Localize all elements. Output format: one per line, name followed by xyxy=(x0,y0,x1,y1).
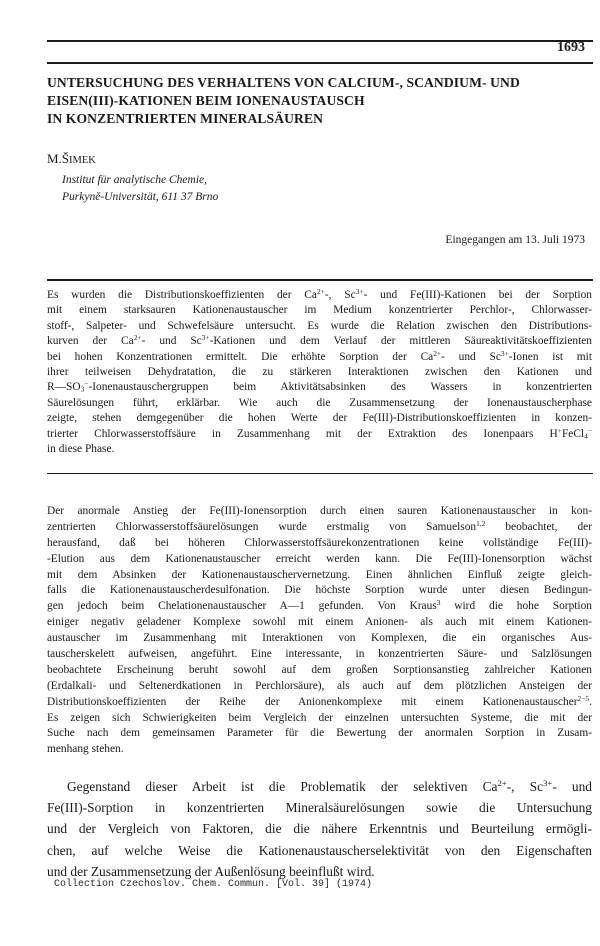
text-line xyxy=(47,520,592,536)
abstract-top-rule xyxy=(47,279,593,281)
text-line xyxy=(47,615,592,631)
text-run: - und Sc xyxy=(441,350,501,363)
text-line xyxy=(47,536,592,552)
abstract xyxy=(47,288,592,457)
superscript: 3+ xyxy=(201,333,210,343)
text-line xyxy=(47,427,592,442)
superscript: 3 xyxy=(436,598,441,608)
text-run: Distributionskoeffizienten der Reihe der Anionenkomplexe mit einem Kationenaustauscher xyxy=(47,695,578,708)
text-line xyxy=(47,288,592,303)
text-run: . xyxy=(589,695,592,708)
text-run: zentrierten Chlorwasserstoffsäurelösungen wurde erstmalig von Samuelson xyxy=(47,520,477,533)
superscript: 2+ xyxy=(433,348,442,358)
text-line xyxy=(47,552,592,568)
text-line xyxy=(47,568,592,584)
text-run: menhang stehen. xyxy=(47,743,124,756)
text-run: FeCl xyxy=(561,427,585,440)
superscript: 1,2 xyxy=(476,518,486,528)
title-line: UNTERSUCHUNG DES VERHALTENS VON CALCIUM-, SCANDIUM- UND xyxy=(47,75,520,90)
text-run: kurven der Ca xyxy=(47,335,134,348)
text-run: beobachtet, der xyxy=(485,520,593,533)
text-run: Säurelösungen führt, erklärbar. Wie auch die Zusammensetzung der Ionenaustauscherphase xyxy=(47,396,592,409)
text-run: bei hohen Konzentrationen ermittelt. Die erhöhte Sorption der Ca xyxy=(47,350,434,363)
text-run: herausfand, daß bei höheren Chlorwasserstoffsäurekonzentrationen keine vollständige Fe(III)- xyxy=(47,536,592,549)
text-line xyxy=(47,303,592,318)
text-line xyxy=(47,695,592,711)
text-run: ihrer teilweisen Dehydratation, die zu stärkeren Interaktionen zwischen den Kationen und xyxy=(47,365,592,378)
subscript: 3 xyxy=(80,384,85,394)
text-line xyxy=(47,631,592,647)
superscript: 3+ xyxy=(500,348,509,358)
text-line xyxy=(47,334,592,349)
text-line xyxy=(47,711,592,727)
journal-footer: Collection Czechoslov. Chem. Commun. [Vol. 39] (1974) xyxy=(54,879,373,890)
text-line xyxy=(47,647,592,663)
text-run: mit dem Absinken der Kationenaustauschervernetzung. Einen ähnlichen Einfluß zeigte gleich- xyxy=(47,568,592,581)
text-line xyxy=(47,319,592,334)
text-run: Suche nach dem gemeinsamen Parameter für die Bewertung der anormalen Sorption in Zusam- xyxy=(47,727,592,740)
text-run: Fe(III)-Sorption in konzentrierten Mineralsäurelösungen sowie die Untersuchung xyxy=(47,800,592,816)
text-line xyxy=(47,663,592,679)
text-line xyxy=(47,583,592,599)
text-run: in diese Phase. xyxy=(47,442,115,455)
text-run: -, Sc xyxy=(324,289,356,301)
text-run: stoff-, Salpeter- und Schwefelsäure untersucht. Es wurde die Relation zwischen den Distributions- xyxy=(47,319,592,332)
text-run: - und Fe(III)-Kationen bei der Sorption xyxy=(363,289,592,301)
text-run: Gegenstand dieser Arbeit ist die Problematik der selektiven Ca xyxy=(67,779,498,794)
text-run: zeigte, stehen demgegenüber die hohen Werte der Fe(III)-Distributionskoeffizienten in konzen- xyxy=(47,412,592,425)
affiliation xyxy=(62,172,218,206)
text-line xyxy=(47,411,592,426)
header-top-rule xyxy=(47,40,593,42)
text-line xyxy=(47,504,592,520)
text-line xyxy=(47,818,592,839)
title-line: EISEN(III)-KATIONEN BEIM IONENAUSTAUSCH xyxy=(47,93,365,108)
text-run: mit einem starksauren Kationenaustauscher im Medium konzentrierter Perchlor-, Chlorwasser- xyxy=(47,304,592,317)
received-date: Eingegangen am 13. Juli 1973 xyxy=(445,234,585,246)
text-run: beobachtete Erscheinung beruht sowohl auf dem großen Sorptionsanstieg zahlreicher Kationen xyxy=(47,663,592,676)
text-run: tauscherskelett aufweisen, angeführt. Eine interessante, in konzentrierten Säure- und Salzlösungen xyxy=(47,648,592,661)
text-run: Es wurden die Distributionskoeffizienten der Ca xyxy=(47,289,317,301)
text-line xyxy=(47,396,592,411)
text-run: R—SO xyxy=(47,381,81,394)
text-run: -Elution aus dem Kationenaustauscher erreicht werden kann. Die Fe(III)-Ionensorption wächst xyxy=(47,552,592,565)
abstract-bottom-rule xyxy=(47,473,593,474)
text-run: -Ionen ist mit xyxy=(508,350,592,363)
superscript: 3+ xyxy=(355,286,364,296)
text-run: und der Zusammensetzung der Außenlösung beeinflußt wird. xyxy=(47,863,375,879)
text-run: falls die Kationenaustauscherdesulfonation. Die höchste Sorption wurde unter diesen Bedingun- xyxy=(47,584,592,597)
aim-paragraph xyxy=(47,776,592,882)
superscript: 2+ xyxy=(497,778,507,789)
introduction-paragraph xyxy=(47,504,592,758)
text-run: - und Sc xyxy=(141,335,202,348)
text-run: (Erdalkali- und Seltenerdkationen in Perchlorsäure), als auch auf dem plötzlichen Ansteigen der xyxy=(47,679,592,692)
text-run: Es zeigen sich Schwierigkeiten beim Vergleich der einzelnen untersuchten Systeme, die mit der xyxy=(47,711,592,724)
affiliation-line: Purkyně-Universität, 611 37 Brno xyxy=(62,191,219,203)
text-line xyxy=(47,797,592,818)
text-line xyxy=(47,840,592,861)
text-line xyxy=(47,742,592,758)
author-name xyxy=(47,151,96,167)
superscript: + xyxy=(557,425,562,435)
superscript: 2+ xyxy=(316,286,325,296)
text-run: -, Sc xyxy=(506,779,544,794)
text-run: und der Vergleich von Faktoren, die die nähere Erkenntnis und Beurteilung ermögli- xyxy=(47,821,592,837)
text-run: -Kationen und dem Verlauf der mittleren Säureaktivitätskoeffizienten xyxy=(209,335,592,348)
page-number: 1693 xyxy=(557,40,585,55)
text-run: - und xyxy=(552,779,593,794)
text-line xyxy=(47,350,592,365)
text-line xyxy=(47,726,592,742)
text-run: wird die hohe Sorption xyxy=(440,600,592,613)
text-run: gen jedoch beim Chelationenaustauscher A—1 gefunden. Von Kraus xyxy=(47,600,437,613)
superscript: 2+ xyxy=(133,333,142,343)
text-line xyxy=(47,442,592,457)
text-line xyxy=(47,365,592,380)
text-line xyxy=(47,776,592,797)
text-line xyxy=(47,679,592,695)
text-run: austauscher im Zusammenhang mit Interaktionen von Komplexen, die ein organisches Aus- xyxy=(47,632,592,645)
superscript: − xyxy=(84,379,89,389)
article-title xyxy=(47,74,592,128)
superscript: − xyxy=(587,425,592,435)
text-run: trierter Chlorwasserstoffsäure in Zusammenhang mit der Extraktion des Ionenpaars H xyxy=(47,427,558,440)
subscript: 4 xyxy=(584,430,588,440)
header-bottom-rule xyxy=(47,62,593,64)
title-line: IN KONZENTRIERTEN MINERALSÄUREN xyxy=(47,111,324,126)
text-line xyxy=(47,380,592,395)
text-run: einiger negativ geladener Komplexe sowohl mit einem Anionen- als auch mit einem Kationen- xyxy=(47,616,592,629)
affiliation-line: Institut für analytische Chemie, xyxy=(62,174,208,186)
text-run: chen, auf welche Weise die Kationenaustauscherselektivität von den Eigenschaften xyxy=(47,842,592,858)
text-line xyxy=(47,599,592,615)
text-run: -Ionenaustauschergruppen beim Aktivitätsabsinken des Wassers in konzentrierten xyxy=(88,381,592,394)
superscript: 3+ xyxy=(543,778,553,789)
superscript: 2−5 xyxy=(577,693,590,703)
author-surname: IMEK xyxy=(69,155,96,166)
author-initial: M.Š xyxy=(47,151,70,166)
text-run: Der anormale Anstieg der Fe(III)-Ionensorption durch einen sauren Kationenaustauscher in kon- xyxy=(47,505,592,517)
